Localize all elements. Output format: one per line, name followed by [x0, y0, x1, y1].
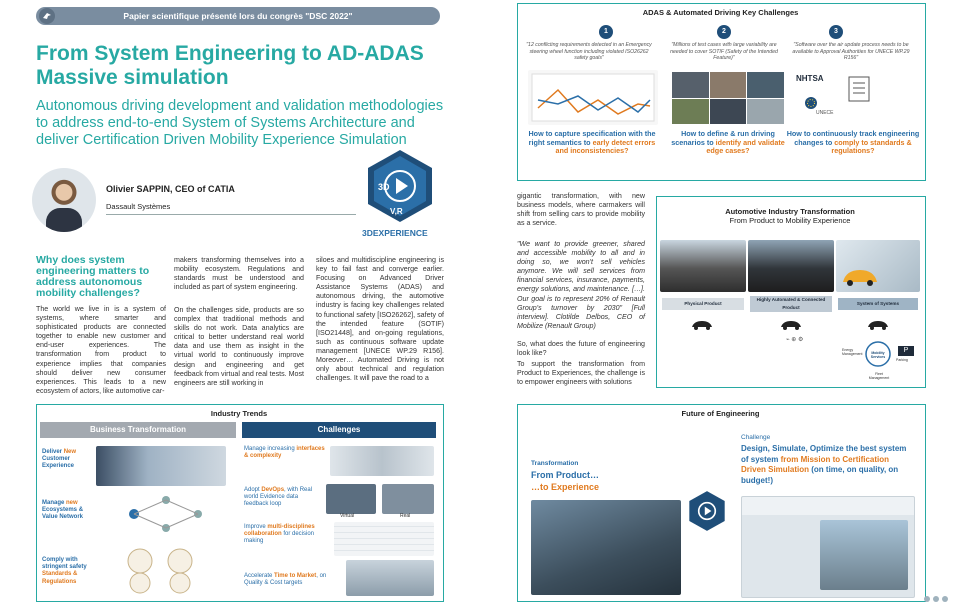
business-transformation-header: Business Transformation	[40, 422, 236, 438]
challenge-statement: Design, Simulate, Optimize the best system of system from Mission to Certification Driven Simulation (on time, on quality, on budget!)	[741, 444, 907, 485]
challenge-2-number: 2	[717, 25, 731, 39]
trend-left-2: Manage new Ecosystems & Value Network	[42, 500, 84, 521]
collaboration-image	[334, 522, 434, 556]
logo-vr-text: V,R	[390, 207, 403, 216]
standards-circles	[110, 545, 230, 595]
customer-experience-image	[96, 446, 226, 486]
challenge-3-quote: "Software over the air update process needs to be available to Approval Authorities for UNECE WP.29 R156"	[792, 42, 910, 61]
stage-physical: Physical Product	[662, 298, 744, 310]
challenges-header: Challenges	[242, 422, 436, 438]
connection-icons: ⌁ ⊕ ⚙	[786, 337, 804, 343]
3dexperience-wordmark: 3DEXPERIENCE	[362, 228, 428, 238]
article-quote: "We want to provide greener, shared and accessible mobility to all and in doing so, we won't sell vehicles anymore. We will sell services from financial services, insurance, payments, energy solutions, and maintenance. […]. Our goal is to represent 20% of Renault Group's turnover by 2030" [Full interview]. Clotilde Delbos, CEO of Mobilize (Renault Group)	[517, 240, 645, 330]
article-col-3: siloes and multidiscipline engineering is key to fail fast and converge earlier. Focusing on Advanced Driver Assistance Systems (ADAS) and autonomous driving, the automotive industry is facing key challenges related to functional safety [ISO26262], safety of the intended feature (SOTIF) [ISO21448], and on-going regulations, such as continuous software update management [UNECE WP.29 R156]. Moreover… Automated Driving is not only about technical and regulation challenges. It will pave the road to a	[316, 256, 444, 383]
article-col-4c: So, what does the future of engineering look like?	[517, 340, 645, 358]
unece-logo: UNECE	[816, 110, 834, 116]
page-title: From System Engineering to AD-ADAS Massive simulation	[36, 42, 424, 89]
car-icon	[690, 318, 714, 330]
page-dots[interactable]	[921, 589, 948, 607]
challenge-1-number: 1	[599, 25, 613, 39]
logo-3d-text: 3D	[378, 182, 390, 192]
transformation-label: Transformation	[531, 460, 579, 467]
virtual-image	[326, 484, 376, 514]
to-experience: …to Experience	[531, 482, 600, 492]
label-mobility: Mobility Services	[870, 351, 886, 359]
parking-icon: P	[898, 346, 914, 356]
trend-right-2: Adopt DevOps, with Real world Evidence data feedback loop	[244, 487, 313, 508]
car-icon-3	[866, 318, 890, 330]
article-col-2b: On the challenges side, products are so complex that traditional methods and skills do not work. Data analytics are critical to better understand real world data and use them as insight in the virtual world to continuously improve design and engineering and get feedback from virtual and real tests. Most engineers are still working in	[174, 306, 304, 387]
stage-system: System of Systems	[838, 298, 918, 310]
challenge-label: Challenge	[741, 434, 771, 441]
page-subtitle: Autonomous driving development and validation methodologies to address end-to-end System of Systems Architecture and deliver Certification Driven Mobility Experience Simulation	[36, 98, 444, 148]
trends-title: Industry Trends	[210, 409, 268, 418]
transformation-subtitle: From Product to Mobility Experience	[729, 216, 851, 225]
trend-left-1: Deliver New Customer Experience	[42, 449, 77, 470]
from-product: From Product…	[531, 470, 600, 480]
label-energy: Energy Management	[842, 348, 863, 356]
time-to-market-image	[346, 560, 434, 596]
simulation-scene-image	[531, 500, 681, 595]
author-name: Olivier SAPPIN, CEO of CATIA	[106, 184, 235, 194]
car-photo-2	[748, 240, 834, 292]
challenge-3-text: How to continuously track engineering changes to comply to standards & regulations?	[786, 129, 920, 155]
nhtsa-logo: NHTSA	[796, 74, 824, 83]
article-col-4a: gigantic transformation, with new business models, where carmakers will shift from selling cars to provide mobility as a service.	[517, 192, 645, 228]
challenge-3-number: 3	[829, 25, 843, 39]
virtual-label: Virtual	[340, 513, 355, 519]
divider	[106, 214, 356, 215]
challenge-1-text: How to capture specification with the right semantics to early detect errors and inconsistencies?	[528, 129, 656, 155]
challenge-2-quote: "Millions of test cases with large variability are needed to cover SOTIF (Safety of the Intended Feature)"	[670, 42, 778, 61]
eu-logo-icon	[804, 96, 818, 110]
ecosystem-diagram	[104, 490, 228, 538]
article-col-4d: To support the transformation from Product to Experiences, the challenge is to empower engineers with solutions	[517, 360, 645, 387]
challenge-2-text: How to define & run driving scenarios to identify and validate edge cases?	[671, 129, 785, 155]
article-col-1: The world we live in is a system of systems, where smarter and sophisticated products are connected together to enable new customer and end-user experiences. The transformation from product to experience implies that companies should deliver new consumer experiences. This leads to a new ecosystem of actors, like automotive car-	[36, 305, 166, 395]
concept-car-icon	[840, 266, 880, 288]
author-avatar	[32, 168, 96, 232]
bird-icon	[39, 8, 55, 24]
trend-right-4: Accelerate Time to Market, on Quality & Cost targets	[244, 573, 327, 587]
article-col-2a: makers transforming themselves into a mobility ecosystem. Regulations and standards must be understood and included as part of system engineering.	[174, 256, 304, 292]
section-question: Why does system engineering matters to address autonomous mobility challenges?	[36, 254, 150, 299]
stage-automated: Highly Automated & Connected Product	[750, 296, 832, 312]
3dexperience-logo-small	[686, 490, 728, 532]
challenge-1-quote: "12 conflicting requirements detected in an Emergency steering wheel function including violated ISO26262 safety goals"	[526, 42, 652, 61]
transformation-title: Automotive Industry Transformation	[725, 207, 855, 216]
car-icon-2	[779, 318, 803, 330]
complexity-images	[330, 446, 434, 476]
trend-left-3: Comply with stringent safety Standards & Regulations	[42, 557, 87, 585]
challenge-1-chart	[528, 70, 658, 125]
trend-right-3: Improve multi-disciplines collaboration for decision making	[244, 524, 315, 545]
trend-right-1: Manage increasing interfaces & complexity	[244, 446, 325, 460]
driving-scenarios-grid	[672, 72, 784, 124]
author-org: Dassault Systèmes	[106, 202, 171, 211]
document-icon	[848, 76, 870, 102]
real-label: Real	[400, 513, 411, 519]
label-fleet: Fleet Management	[868, 372, 890, 380]
label-parking: Parking	[896, 358, 908, 362]
conference-banner: Papier scientifique présenté lors du congrès "DSC 2022"	[36, 7, 440, 25]
adas-title: ADAS & Automated Driving Key Challenges	[642, 8, 799, 17]
car-photo-1	[660, 240, 746, 292]
real-image	[382, 484, 434, 514]
future-title: Future of Engineering	[681, 409, 760, 418]
to-experience-wrap	[531, 482, 599, 492]
car-render-image	[820, 520, 908, 590]
3dexperience-logo	[362, 148, 438, 224]
